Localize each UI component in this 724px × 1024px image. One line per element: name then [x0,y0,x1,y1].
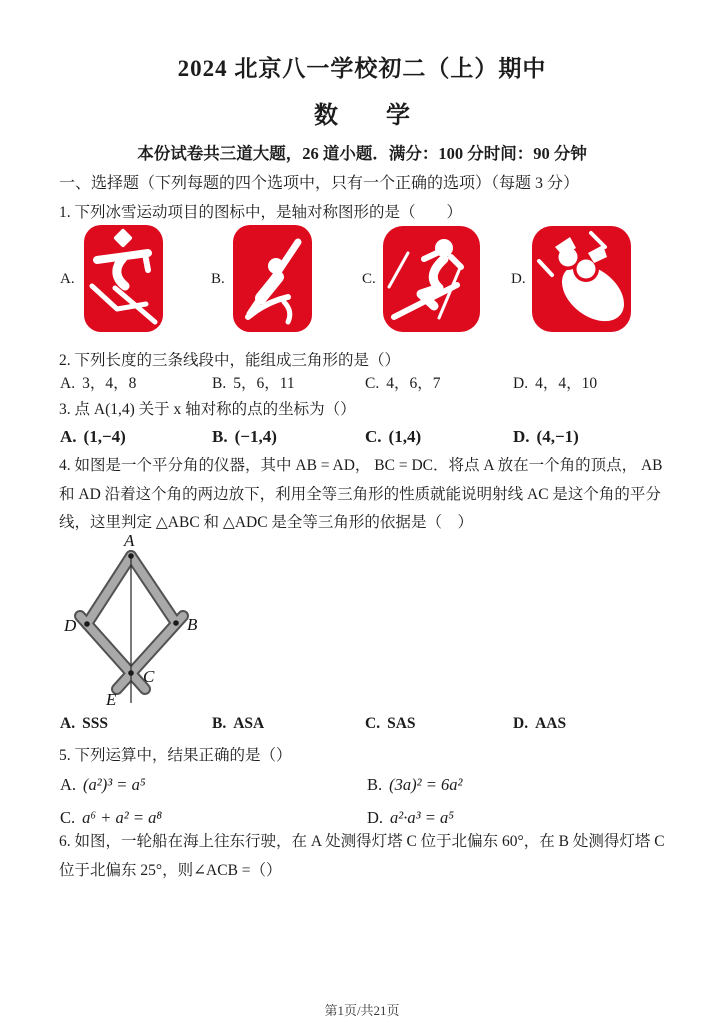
page-number: 第1页/共21页 [324,1003,400,1018]
question-3-text: 3. 点 A(1,4) 关于 x 轴对称的点的坐标为（） [59,401,356,418]
q3-option-d [513,427,579,447]
q1-option-c-label: C. [362,271,376,287]
q1-option-d-label: D. [511,271,526,287]
q4-option-a [60,715,108,733]
option-label: C. [365,427,382,446]
option-label: D. [367,808,384,827]
option-value: a⁶ + a² = a⁸ [82,808,163,827]
option-value: ASA [233,715,265,732]
q3-option-a [60,427,126,447]
option-value: (a²)³ = a⁵ [83,775,146,794]
option-label: A. [60,715,76,732]
speed-skating-pictogram-icon [233,225,312,332]
option-label: D. [513,427,530,446]
option-value: 3，4，8 [82,375,137,392]
option-value: SAS [387,715,416,732]
option-value: 5，6，11 [233,375,295,392]
figure-label-e: E [106,690,117,709]
question-4-text: 4. 如图是一个平分角的仪器，其中 AB = AD， BC = DC．将点 A 放在一个角的顶点， AB 和 AD 沿着这个角的两边放下，利用全等三角形的性质就能说明射线 AC 是这个角的平分线，这里判定 △ABC 和 △ADC 是全等三角形的依据是（ ） [59,457,663,532]
option-label: D. [513,375,529,392]
option-value: (4,−1) [536,427,579,446]
option-label: D. [513,715,529,732]
q1-option-b-label: B. [211,271,225,287]
q4-option-d [513,715,566,733]
q4-option-c [365,715,416,733]
q1-option-a-label: A. [60,271,75,287]
option-value: AAS [535,715,567,732]
option-label: B. [367,775,383,794]
figure-label-a: A [124,531,135,550]
q4-option-b [212,715,264,733]
q2-option-d [513,371,597,393]
option-value: SSS [82,715,108,732]
q2-option-b [212,371,295,393]
page-title: 2024 北京八一学校初二（上）期中 [177,56,547,81]
option-label: A. [60,375,76,392]
question-6-text: 6. 如图，一轮船在海上往东行驶，在 A 处测得灯塔 C 位于北偏东 60°，在 B 处测得灯塔 C 位于北偏东 25°，则∠ACB =（） [59,833,665,879]
q5-option-a [60,775,146,795]
figure-label-b: B [187,615,198,634]
q3-option-b [212,427,277,447]
option-label: B. [212,375,227,392]
q5-option-c [60,808,162,828]
q2-option-a [60,371,136,393]
q5-option-b [367,775,462,795]
option-value: (1,4) [388,427,422,446]
question-5-text: 5. 下列运算中，结果正确的是（） [59,747,292,764]
option-label: A. [60,775,77,794]
option-label: B. [212,427,228,446]
bobsleigh-pictogram-icon [532,226,631,332]
option-label: C. [60,808,76,827]
freestyle-skiing-pictogram-icon [383,226,480,332]
option-value: 4，4，10 [535,375,598,392]
figure-label-d: D [64,616,77,635]
option-value: (−1,4) [234,427,277,446]
question-1-text: 1. 下列冰雪运动项目的图标中，是轴对称图形的是（ ） [59,204,463,221]
option-value: (3a)² = 6a² [389,775,463,794]
question-2-text: 2. 下列长度的三条线段中，能组成三角形的是（） [59,352,401,369]
ski-jumping-pictogram-icon [84,225,163,332]
option-label: C. [365,375,380,392]
option-label: B. [212,715,227,732]
option-value: a²·a³ = a⁵ [390,808,454,827]
option-label: A. [60,427,77,446]
exam-info-line: 本份试卷共三道大题，26 道小题．满分：100 分时间：90 分钟 [137,144,587,163]
option-value: (1,−4) [83,427,126,446]
q3-option-c [365,427,421,447]
q2-option-c [365,371,440,393]
angle-bisector-instrument-figure [56,531,221,709]
figure-label-c: C [143,667,155,686]
option-label: C. [365,715,381,732]
option-value: 4，6，7 [386,375,441,392]
subject-title: 数 学 [314,103,410,129]
section-heading: 一、选择题（下列每题的四个选项中，只有一个正确的选项）（每题 3 分） [59,175,580,192]
q5-option-d [367,808,454,828]
